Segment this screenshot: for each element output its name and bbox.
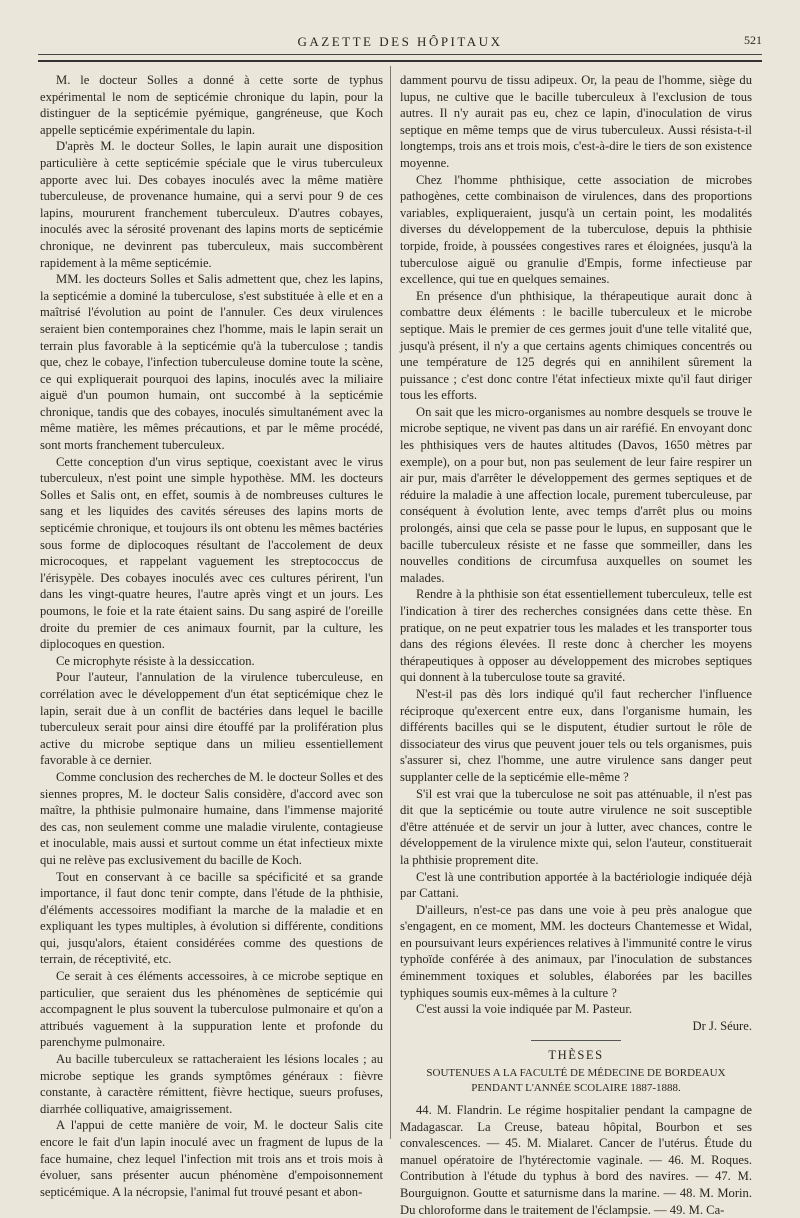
paragraph: D'après M. le docteur Solles, le lapin aurait une disposition particulière à cette septicémie spéciale que le virus tuberculeux apporte avec lui. Des cobayes inoculés avec la même matière tuberculeuse, de provenance humaine, qui a servi pour 9 de ces lapins, moururent franchement tuberculeux. D'autres cobayes, inoculés avec la sérosité provenant des lapins morts de septicémie chronique, ne devinrent pas tuberculeux, mais succombèrent rapidement à la même septicémie. <box>40 139 383 270</box>
column-separator <box>390 66 391 1139</box>
paragraph: Comme conclusion des recherches de M. le docteur Solles et des siennes propres, M. le docteur Salis considère, d'accord avec son maître, la phthisie pulmonaire humaine, dans l'immense majorité des cas, non seulement comme une maladie virulente, contagieuse et inoculable, mais aussi et surtout comme un état infectieux mixte qui ne relève pas exclusivement du bacille de Koch. <box>40 769 383 867</box>
paragraph: Ce serait à ces éléments accessoires, à ce microbe septique en particulier, que seraient dus les phénomènes de septicémie qui accompagnent le plus souvent la tuberculose pulmonaire et qu'on a attribués vaguement à la suppuration lente et profonde du parenchyme pulmonaire. <box>40 969 383 1050</box>
paragraph: S'il est vrai que la tuberculose ne soit pas atténuable, il n'est pas dit que la septicémie ou toute autre virulence ne soit susceptible d'être atténuée et de servir un jour à lutter, avec chances, contre le développement de la virulence mixte qui, selon l'auteur, constituerait la phthisie proprement dite. <box>400 786 752 867</box>
paragraph: Pour l'auteur, l'annulation de la virulence tuberculeuse, en corrélation avec le développement d'un état septicémique chez le lapin, serait due à un conflit de bactéries dans lequel le bacille tuberculeux serait pour ainsi dire étouffé par la prolifération plus active du microbe septique dans un milieu essentiellement favorable à ce dernier. <box>40 670 383 768</box>
header-rule <box>38 60 762 62</box>
paragraph: Rendre à la phthisie son état essentiellement tuberculeux, telle est l'indication à tirer des recherches consignées dans cette thèse. En pratique, on ne peut expatrier tous les malades et les transporter tous dans des régions élevées. Il reste donc à chercher les moyens thérapeutiques à opposer au développement des microbes septiques qui donnent à la tuberculose toute sa gravité. <box>400 587 752 685</box>
left-column <box>40 72 383 1199</box>
paragraph: Cette conception d'un virus septique, coexistant avec le virus tuberculeux, n'est point une simple hypothèse. MM. les docteurs Solles et Salis ont, en effet, soumis à de nombreuses cultures le sang et les liquides des cavités séreuses des lapins morts de septicémie chronique, et toujours ils ont obtenu les mêmes bactéries sous forme de diplocoques résultant de l'accolement de deux microcoques, et rappelant vaguement les streptococcus de l'érisypèle. Des cobayes inoculés avec ces cultures périrent, l'un dans les vingt-quatre heures, l'autre après vingt et un jours. Les poumons, le foie et la rate étaient sains. Du sang aspiré de l'oreille droite du premier de ces animaux fournit, par la culture, les diplocoques en question. <box>40 454 383 652</box>
paragraph: Ce microphyte résiste à la dessiccation. <box>56 653 255 668</box>
paragraph: damment pourvu de tissu adipeux. Or, la peau de l'homme, siège du lupus, ne cultive que le bacille tuberculeux à l'exclusion de tous autres. Il n'y aurait pas eu, chez ce lapin, d'inoculation de virus septique en même temps que de virus tuberculeux. Aussi résista-t-il longtemps, trois ans et trois mois, c'est-à-dire le tiers de son existence moyenne. <box>400 73 752 170</box>
subtitle-line: PENDANT L'ANNÉE SCOLAIRE 1887-1888. <box>471 1082 681 1095</box>
paragraph: C'est aussi la voie indiquée par M. Pasteur. <box>416 1002 632 1017</box>
paragraph: MM. les docteurs Solles et Salis admettent que, chez les lapins, la septicémie a dominé la tuberculose, s'est substituée à elle et en a maîtrisé l'évolution au point de l'annuler. Ces deux virulences seraient bien contemporaines chez l'homme, mais le lapin serait un terrain plus favorable à la septicémie qu'à la tuberculose ; tandis que, chez le cobaye, l'infection tuberculeuse domine toute la scène, ce qui expliquerait pourquoi des lapins, inoculés avec la miliaire aiguë d'un poumon humain, ont succombé à la septicémie chronique, tandis que des cobayes, inoculés simultanément avec la même matière, les mêmes précautions, et par le même procédé, sont morts franchement tuberculeux. <box>40 272 383 453</box>
subtitle-line: SOUTENUES A LA FACULTÉ DE MÉDECINE DE BORDEAUX <box>426 1067 726 1080</box>
section-title: THÈSES <box>548 1048 604 1063</box>
journal-title: GAZETTE DES HÔPITAUX <box>297 34 503 49</box>
author-signature: Dr J. Séure. <box>692 1018 752 1033</box>
paragraph: Tout en conservant à ce bacille sa spécificité et sa grande importance, il faut donc tenir compte, dans l'étude de la phthisie, d'éléments accessoires modifiant la marche de la maladie et en expliquant les types multiples, à évolution si différente, conditions qui, jusqu'alors, étaient considérées comme des questions de terrain, de réceptivité, etc. <box>40 869 383 967</box>
paragraph: M. le docteur Solles a donné à cette sorte de typhus expérimental le nom de septicémie chronique du lapin, pour la distinguer de la septicémie pyémique, gangréneuse, que Koch appelle septicémie expérimentale du lapin. <box>40 73 383 137</box>
right-column <box>400 72 752 1217</box>
paragraph: D'ailleurs, n'est-ce pas dans une voie à peu près analogue que s'engagent, en ce moment, MM. les docteurs Chantemesse et Widal, en poursuivant leurs expériences relatives à l'immunité contre le virus typhoïde conférée à des animaux, par l'inoculation de substances éminemment toxiques et solubles, élaborées par les bacilles typhiques soumis eux-mêmes à la culture ? <box>400 902 752 1000</box>
paragraph: N'est-il pas dès lors indiqué qu'il faut rechercher l'influence réciproque qu'exercent entre eux, dans l'organisme humain, les différents bacilles qui se le disputent, étudier surtout le rôle de dissociateur des virus que peuvent jouer tels ou tels organismes, puis s'assurer si, chez l'homme, une autre virulence sans danger peut supplanter celle de la septicémie elle-même ? <box>400 686 752 784</box>
paragraph: A l'appui de cette manière de voir, M. le docteur Salis cite encore le fait d'un lapin inoculé avec un fragment de lupus de la face humaine, chez lequel l'infection mit trois ans et trois mois à évoluer, sans présenter aucun phénomène d'empoisonnement septicémique. A la nécropsie, l'animal fut trouvé pesant et abon- <box>40 1118 383 1199</box>
page-header <box>38 30 762 55</box>
paragraph: En présence d'un phthisique, la thérapeutique aurait donc à combattre deux éléments : le bacille tuberculeux et le microbe septique. Mais le premier de ces germes jouit d'une telle vitalité que, jusqu'à présent, il n'y a que certains agents chimiques concentrés ou une température de 125 degrés qui en annihilent sûrement la puissance ; c'est donc contre l'état infectieux mixte qu'il faut diriger tous les efforts. <box>400 288 752 403</box>
theses-list: 44. M. Flandrin. Le régime hospitalier pendant la campagne de Madagascar. La Creuse, bateau hôpital, Bourbon et ses convalescences. — 45. M. Mialaret. Cancer de l'utérus. Étude du manuel opératoire de l'hytérectomie vaginale. — 46. M. Roques. Contribution à l'étude du typhus à bord des navires. — 47. M. Bourguignon. Goutte et saturnisme dans la marine. — 48. M. Morin. Du chloroforme dans le traitement de l'éclampsie. — 49. M. Ca- <box>400 1103 752 1217</box>
paragraph: C'est là une contribution apportée à la bactériologie indiquée déjà par Cattani. <box>400 869 752 901</box>
paragraph: Au bacille tuberculeux se rattacheraient les lésions locales ; au microbe septique les grands symptômes généraux : fièvre constante, à caractère rémittent, fièvre hectique, sueurs profuses, diarrhée colliquative, amaigrissement. <box>40 1052 383 1116</box>
page-number: 521 <box>744 33 762 47</box>
section-subtitle <box>400 1066 752 1096</box>
paragraph: Chez l'homme phthisique, cette association de microbes pathogènes, cette combinaison de virulences, dans des proportions variables, expliqueraient, jusqu'à un certain point, les modalités diverses du développement de la tuberculose, depuis la phthisie torpide, froide, à poussées congestives rares et éloignées, jusqu'à la tuberculose aiguë ou granulie d'Empis, forme infectieuse par excellence, qui tue en quelques semaines. <box>400 172 752 287</box>
paragraph: On sait que les micro-organismes au nombre desquels se trouve le microbe septique, ne vivent pas dans un air raréfié. En envoyant donc les phthisiques vers de hautes altitudes (Davos, 1650 mètres par exemple), on a pour but, non pas seulement de leur faire respirer un air pur, mais d'arrêter le développement des germes septiques et de réduire la maladie à une affection locale, purement tuberculeuse, par conséquent à évolution lente, avec temps d'arrêt plus ou moins prolongés, ainsi que cela se passe pour le lupus, en supposant que le bacille tuberculeux résiste et ne fasse que sommeiller, dans les nouvelles conditions de circumfusa auxquelles on soumet les malades. <box>400 404 752 585</box>
section-divider <box>531 1040 621 1041</box>
